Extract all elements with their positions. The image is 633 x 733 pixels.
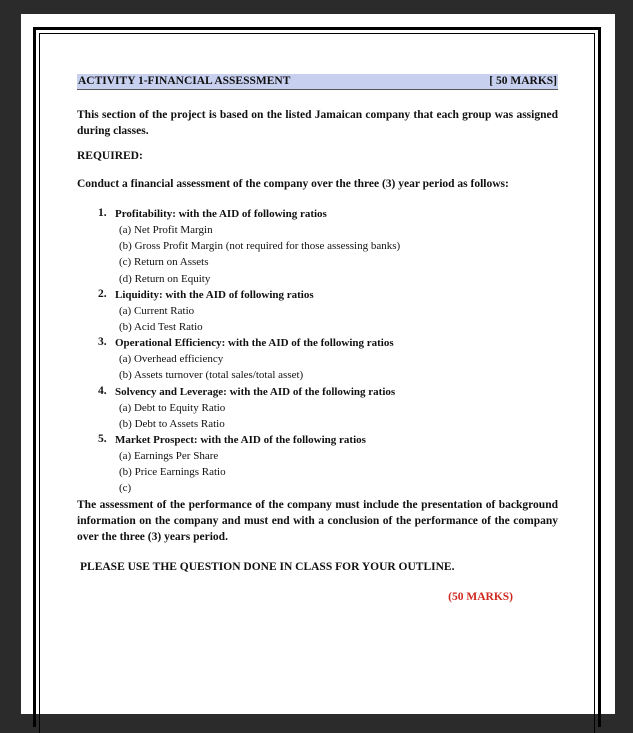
ratio-list (115, 400, 558, 432)
outline-note: PLEASE USE THE QUESTION DONE IN CLASS FOR YOUR OUTLINE. (80, 560, 455, 573)
document-content (77, 60, 558, 606)
ratio-item: (b) Acid Test Ratio (119, 321, 203, 334)
task-number: 2. (98, 287, 107, 300)
task-item (98, 287, 558, 335)
activity-heading (77, 74, 558, 90)
ratio-item: (b) Assets turnover (total sales/total asset) (119, 369, 304, 382)
ratio-list (115, 222, 558, 287)
task-number: 5. (98, 433, 107, 446)
task-number: 4. (98, 384, 107, 397)
ratio-item: (d) Return on Equity (119, 272, 211, 285)
instruction-paragraph: Conduct a financial assessment of the company over the three (3) year period as follows: (77, 177, 509, 190)
ratio-item: (c) Return on Assets (119, 256, 209, 269)
ratio-item: (b) Gross Profit Margin (not required for those assessing banks) (119, 240, 401, 253)
total-marks: (50 MARKS) (448, 591, 513, 604)
ratio-list (115, 303, 558, 335)
ratio-item: (a) Overhead efficiency (119, 353, 224, 366)
task-title: Market Prospect: with the AID of the following ratios (115, 434, 366, 447)
activity-title: ACTIVITY 1-FINANCIAL ASSESSMENT (78, 75, 291, 87)
ratio-item: (b) Debt to Assets Ratio (119, 417, 225, 430)
ratio-item: (a) Net Profit Margin (119, 224, 213, 236)
ratio-list (115, 448, 558, 497)
task-title: Liquidity: with the AID of following ratios (115, 288, 314, 301)
task-item (98, 384, 558, 432)
task-title: Solvency and Leverage: with the AID of the following ratios (115, 385, 396, 398)
intro-paragraph: This section of the project is based on the listed Jamaican company that each group was assigned during classes. (77, 109, 558, 137)
task-title: Operational Efficiency: with the AID of the following ratios (115, 337, 394, 350)
task-number: 3. (98, 336, 107, 349)
task-item (98, 335, 558, 383)
task-number: 1. (98, 207, 107, 219)
task-item (98, 206, 558, 287)
task-list (77, 206, 558, 497)
required-label: REQUIRED: (77, 150, 143, 162)
ratio-item: (b) Price Earnings Ratio (119, 466, 226, 479)
conclusion-paragraph: The assessment of the performance of the company must include the presentation of background information on the company and must end with a conclusion of the performance of the company over the three (3) years period. (77, 498, 558, 543)
ratio-item: (a) Debt to Equity Ratio (119, 401, 226, 414)
task-item (98, 432, 558, 497)
ratio-item: (a) Current Ratio (119, 304, 195, 317)
ratio-list (115, 351, 558, 383)
activity-marks: [ 50 MARKS] (489, 75, 557, 87)
task-title: Profitability: with the AID of following ratios (115, 208, 327, 220)
ratio-item: (a) Earnings Per Share (119, 450, 219, 463)
ratio-item: (c) (119, 482, 132, 495)
